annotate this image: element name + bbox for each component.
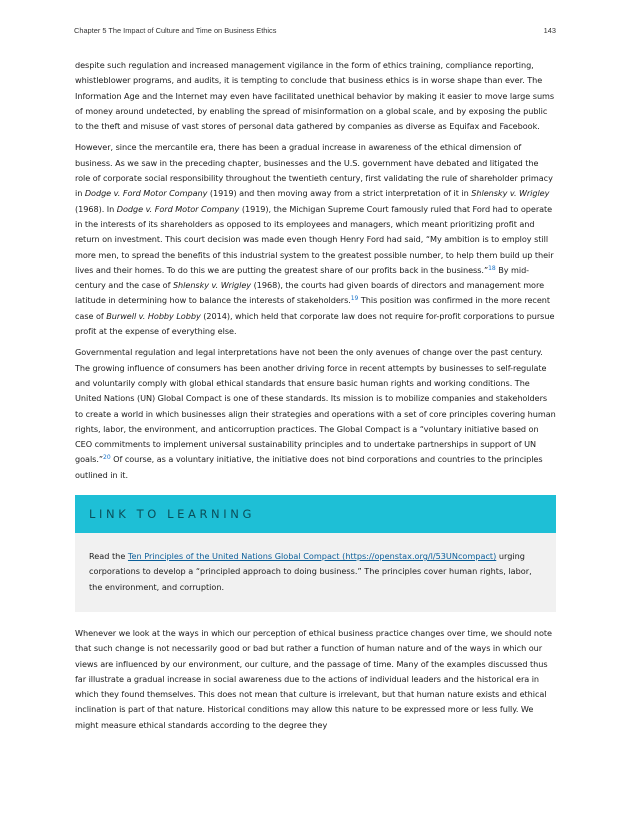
callout-body [75, 533, 556, 612]
footnote-marker-18[interactable]: 18 [488, 264, 496, 272]
callout-title: LINK TO LEARNING [89, 507, 255, 522]
page-number: 143 [543, 26, 556, 35]
text: urging corporations to develop a “principled approach to doing business.” The principles cover human rights, labor, the environment, and corruption. [89, 551, 532, 592]
link-to-learning-callout [75, 495, 556, 612]
case-name: Shlensky v. Wrigley [172, 280, 252, 291]
paragraph-3 [75, 345, 556, 483]
text: This position was confirmed in the more recent case of [75, 295, 551, 321]
text: (1968), the courts had given boards of directors and management more latitude in determining how to balance the interests of stakeholders. [75, 280, 545, 306]
text: Of course, as a voluntary initiative, the initiative does not bind corporations and countries to the principles outlined in it. [75, 454, 543, 480]
text: (1919) and then moving away from a strict interpretation of it in [207, 188, 472, 199]
text: (2014), which held that corporate law does not require for-profit corporations to pursue profit at the expense of everything else. [75, 310, 555, 337]
case-name: Dodge v. Ford Motor Company [84, 188, 208, 199]
footnote-marker-19[interactable]: 19 [350, 295, 359, 303]
callout-header [75, 495, 556, 533]
un-global-compact-link[interactable]: Ten Principles of the United Nations Global Compact (https://openstax.org/l/53UNcompact) [127, 551, 497, 562]
text: Governmental regulation and legal interpretations have not been the only avenues of change over the past century. The growing influence of consumers has been another driving force in recent attempts by businesses to self-regulate and voluntarily comply with global ethical standards that ensure basic human rights and working conditions. The United Nations (UN) Global Compact is one of these standards. Its mission is to mobilize companies and stakeholders to create a world in which businesses align their strategies and operations with a set of core principles covering human rights, labor, the environment, and anticorruption practices. The Global Compact is a “voluntary initiative based on CEO commitments to implement universal sustainability principles and to undertake partnerships in support of UN goals.” [75, 347, 556, 465]
case-name: Burwell v. Hobby Lobby [106, 310, 201, 321]
running-header [74, 26, 556, 35]
paragraph-4: Whenever we look at the ways in which our perception of ethical business practice changes over time, we should note that such change is not necessarily good or bad but rather a function of human nature and of the ways in which our views are influenced by our environment, our culture, and the passage of time. Many of the examples discussed thus far illustrate a gradual increase in social awareness due to the actions of individual leaders and the historical era in which they found themselves. This does not mean that culture is irrelevant, but that human nature exists and ethical inclination is part of that nature. Historical conditions may allow this nature to be expressed more or less fully. We might measure ethical standards according to the degree they [75, 627, 553, 730]
text: By mid-century and the case of [75, 264, 530, 291]
text: (1919), the Michigan Supreme Court famously ruled that Ford had to operate in the interests of its shareholders as opposed to its employees and managers, which meant prioritizing profit and return on investment. This court decision was made even though Henry Ford had said, “My ambition is to employ still more men, to spread the benefits of this industrial system to the greatest possible number, to help them build up their lives and their homes. To do this we are putting the greatest share of our profits back in the business.” [75, 203, 554, 275]
paragraph-2 [75, 140, 556, 339]
chapter-title: Chapter 5 The Impact of Culture and Time on Business Ethics [74, 26, 277, 35]
text: Read the [89, 551, 128, 562]
page-content [75, 58, 556, 739]
text: However, since the mercantile era, there has been a gradual increase in awareness of the ethical dimension of business. As we saw in the preceding chapter, businesses and the U.S. government have debated and litigated the role of corporate social responsibility throughout the twentieth century, first validating the rule of shareholder primacy in [75, 142, 553, 199]
paragraph-1: despite such regulation and increased management vigilance in the form of ethics training, compliance reporting, whistleblower programs, and audits, it is tempting to conclude that business ethics is in worse shape than ever. The Information Age and the Internet may even have facilitated unethical behavior by making it easier to move large sums of money around undetected, by enabling the spread of misinformation on a global scale, and by exposing the public to the theft and misuse of vast stores of personal data gathered by companies as diverse as Equifax and Facebook. [75, 60, 555, 132]
text: (1968). In [75, 203, 117, 214]
footnote-marker-20[interactable]: 20 [103, 454, 111, 462]
case-name: Dodge v. Ford Motor Company [116, 203, 240, 214]
case-name: Shlensky v. Wrigley [471, 188, 550, 199]
